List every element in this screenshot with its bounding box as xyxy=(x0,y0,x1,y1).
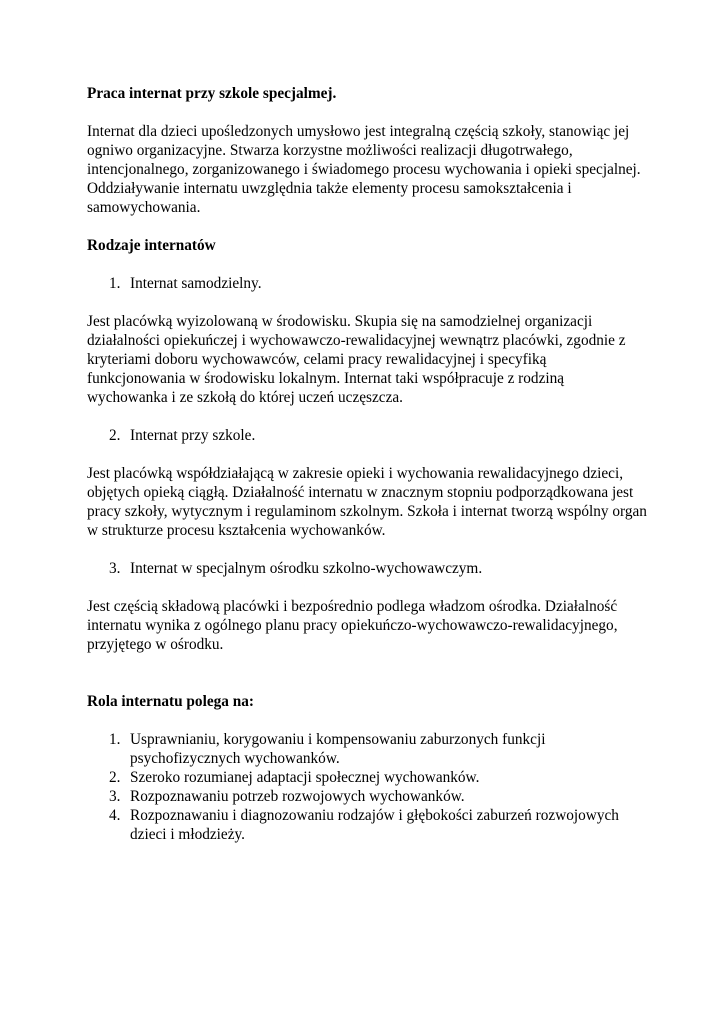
role-item-1-number: 1. xyxy=(109,731,121,748)
type-item-1-number: 1. xyxy=(109,275,121,292)
role-item-4-text: Rozpoznawaniu i diagnozowaniu rodzajów i głębokości zaburzeń rozwojowych dzieci i młodzieży. xyxy=(130,807,619,843)
role-item-2-text: Szeroko rozumianej adaptacji społecznej wychowanków. xyxy=(130,769,480,786)
intro-paragraph-2: Oddziaływanie internatu uwzględnia także elementy procesu samokształcenia i samowychowania. xyxy=(87,180,572,216)
role-item-2-number: 2. xyxy=(109,769,121,786)
role-item-1-text: Usprawnianiu, korygowaniu i kompensowaniu zaburzonych funkcji psychofizycznych wychowanków. xyxy=(130,731,546,767)
role-item-4-number: 4. xyxy=(109,807,121,824)
type-item-1-label: Internat samodzielny. xyxy=(130,275,262,292)
type-item-2-description: Jest placówką współdziałającą w zakresie opieki i wychowania rewalidacyjnego dzieci, objętych opieką ciągłą. Działalność internatu w znacznym stopniu podporządkowana jest pracy szkoły, wytycznym i regulaminom szkolnym. Szkoła i internat tworzą wspólny organ w strukturze procesu kształcenia wychowanków. xyxy=(87,465,647,539)
role-heading: Rola internatu polega na: xyxy=(87,693,254,710)
type-item-2-heading xyxy=(87,426,647,445)
type-item-3-heading xyxy=(87,559,647,578)
type-item-3-number: 3. xyxy=(109,560,121,577)
role-list xyxy=(87,730,647,844)
document-title: Praca internat przy szkole specjalmej. xyxy=(87,85,337,102)
role-item-3-text: Rozpoznawaniu potrzeb rozwojowych wychowanków. xyxy=(130,788,465,805)
type-item-3-label: Internat w specjalnym ośrodku szkolno-wychowawczym. xyxy=(130,560,483,577)
type-item-2-number: 2. xyxy=(109,427,121,444)
type-item-2-label: Internat przy szkole. xyxy=(130,427,256,444)
type-item-1-heading xyxy=(87,274,647,293)
role-list-item-1 xyxy=(87,730,647,768)
document-page xyxy=(87,84,647,859)
role-item-3-number: 3. xyxy=(109,788,121,805)
type-item-3-description: Jest częścią składową placówki i bezpośrednio podlega władzom ośrodka. Działalność internatu wynika z ogólnego planu pracy opiekuńczo-wychowawczo-rewalidacyjnego, przyjętego w ośrodku. xyxy=(87,598,618,653)
role-list-item-3 xyxy=(87,787,647,806)
role-list-item-4 xyxy=(87,806,647,844)
intro-section xyxy=(87,122,647,217)
types-heading: Rodzaje internatów xyxy=(87,237,216,254)
role-list-item-2 xyxy=(87,768,647,787)
intro-paragraph-1: Internat dla dzieci upośledzonych umysłowo jest integralną częścią szkoły, stanowiąc jej ogniwo organizacyjne. Stwarza korzystne możliwości realizacji długotrwałego, intencjonalnego, zorganizowanego i świadomego procesu wychowania i opieki specjalnej. xyxy=(87,123,641,178)
type-item-1-description: Jest placówką wyizolowaną w środowisku. Skupia się na samodzielnej organizacji działalności opiekuńczej i wychowawczo-rewalidacyjnej wewnątrz placówki, zgodnie z kryteriami doboru wychowawców, celami pracy rewalidacyjnej i specyfiką funkcjonowania w środowisku lokalnym. Internat taki współpracuje z rodziną wychowanka i ze szkołą do której uczeń uczęszcza. xyxy=(87,313,626,406)
